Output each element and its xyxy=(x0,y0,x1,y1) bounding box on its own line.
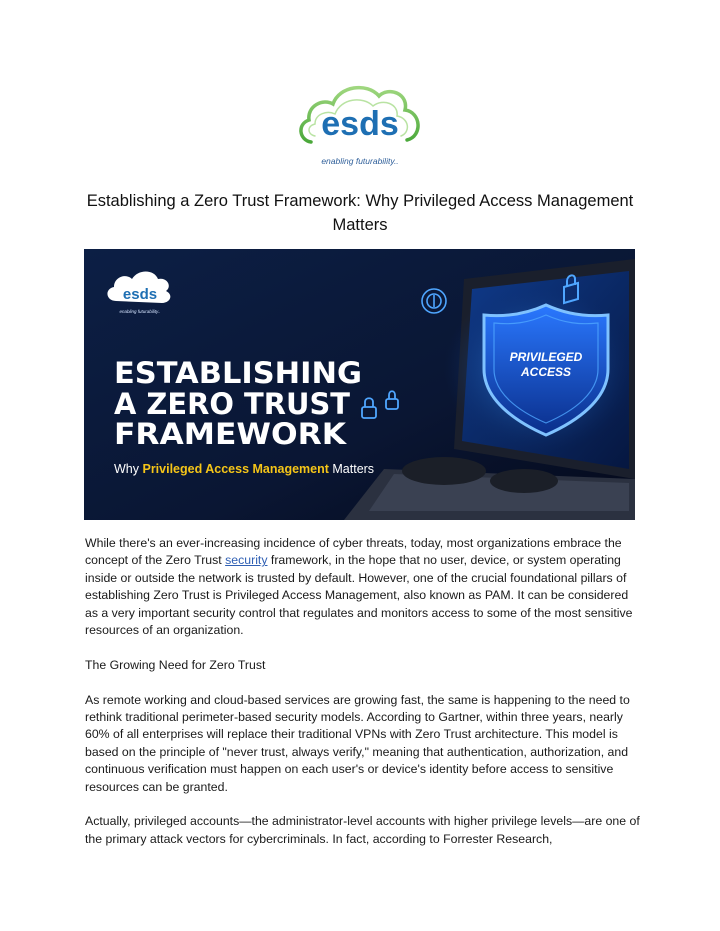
security-link[interactable]: security xyxy=(225,553,268,568)
paragraph-intro-after: framework, in the hope that no user, device, or system operating inside or outside the network is trusted by default. However, one of the crucial foundational pillars of establishing Zero Trust is Privileged Access Management, also known as PAM. It can be considered as a very important security control that regulates and monitors access to some of the most sensitive resources of an organization. xyxy=(85,553,633,638)
hero-subline xyxy=(114,462,374,476)
hero-banner-image xyxy=(84,249,635,520)
shield-label-1: PRIVILEGED xyxy=(509,350,583,364)
hero-headline-1: ESTABLISHING xyxy=(114,356,362,390)
paragraph-intro xyxy=(85,535,640,639)
article-body xyxy=(85,535,640,866)
shield-label-2: ACCESS xyxy=(520,365,572,379)
hero-headline-2: A ZERO TRUST xyxy=(114,387,351,421)
hero-headline-3: FRAMEWORK xyxy=(114,417,348,451)
section-heading: The Growing Need for Zero Trust xyxy=(85,657,266,672)
hero-subline-pre: Why xyxy=(114,462,143,476)
hero-logo-tagline: enabling futurability.. xyxy=(119,309,161,314)
title-line-2: Matters xyxy=(332,216,388,234)
paragraph-intro-before: While there's an ever-increasing incidence of cyber threats, today, most organizations embrace the concept of the Zero Trust xyxy=(85,536,622,568)
paragraph-growing-need: As remote working and cloud-based services are growing fast, the same is happening to the need to rethink traditional perimeter-based security models. According to Gartner, within three years, nearly 60% of all enterprises will replace their traditional VPNs with Zero Trust architecture. This model is based on the principle of "never trust, always verify," meaning that authentication, authorization, and continuous verification must happen on each user's or device's identity before access to sensitive resources can be granted. xyxy=(85,692,630,794)
hero-subline-highlight: Privileged Access Management xyxy=(142,462,329,476)
hero-subline-post: Matters xyxy=(328,462,375,476)
hero-logo-brand: esds xyxy=(122,286,158,303)
page-title xyxy=(60,189,660,237)
logo-brand: esds xyxy=(321,105,399,143)
logo-tagline: enabling futurability.. xyxy=(321,156,399,166)
paragraph-privileged-accounts: Actually, privileged accounts—the administrator-level accounts with higher privilege levels—are one of the primary attack vectors for cybercriminals. In fact, according to Forrester Research, xyxy=(85,814,640,846)
title-line-1: Establishing a Zero Trust Framework: Why Privileged Access Management xyxy=(86,192,634,210)
esds-logo xyxy=(293,80,427,174)
